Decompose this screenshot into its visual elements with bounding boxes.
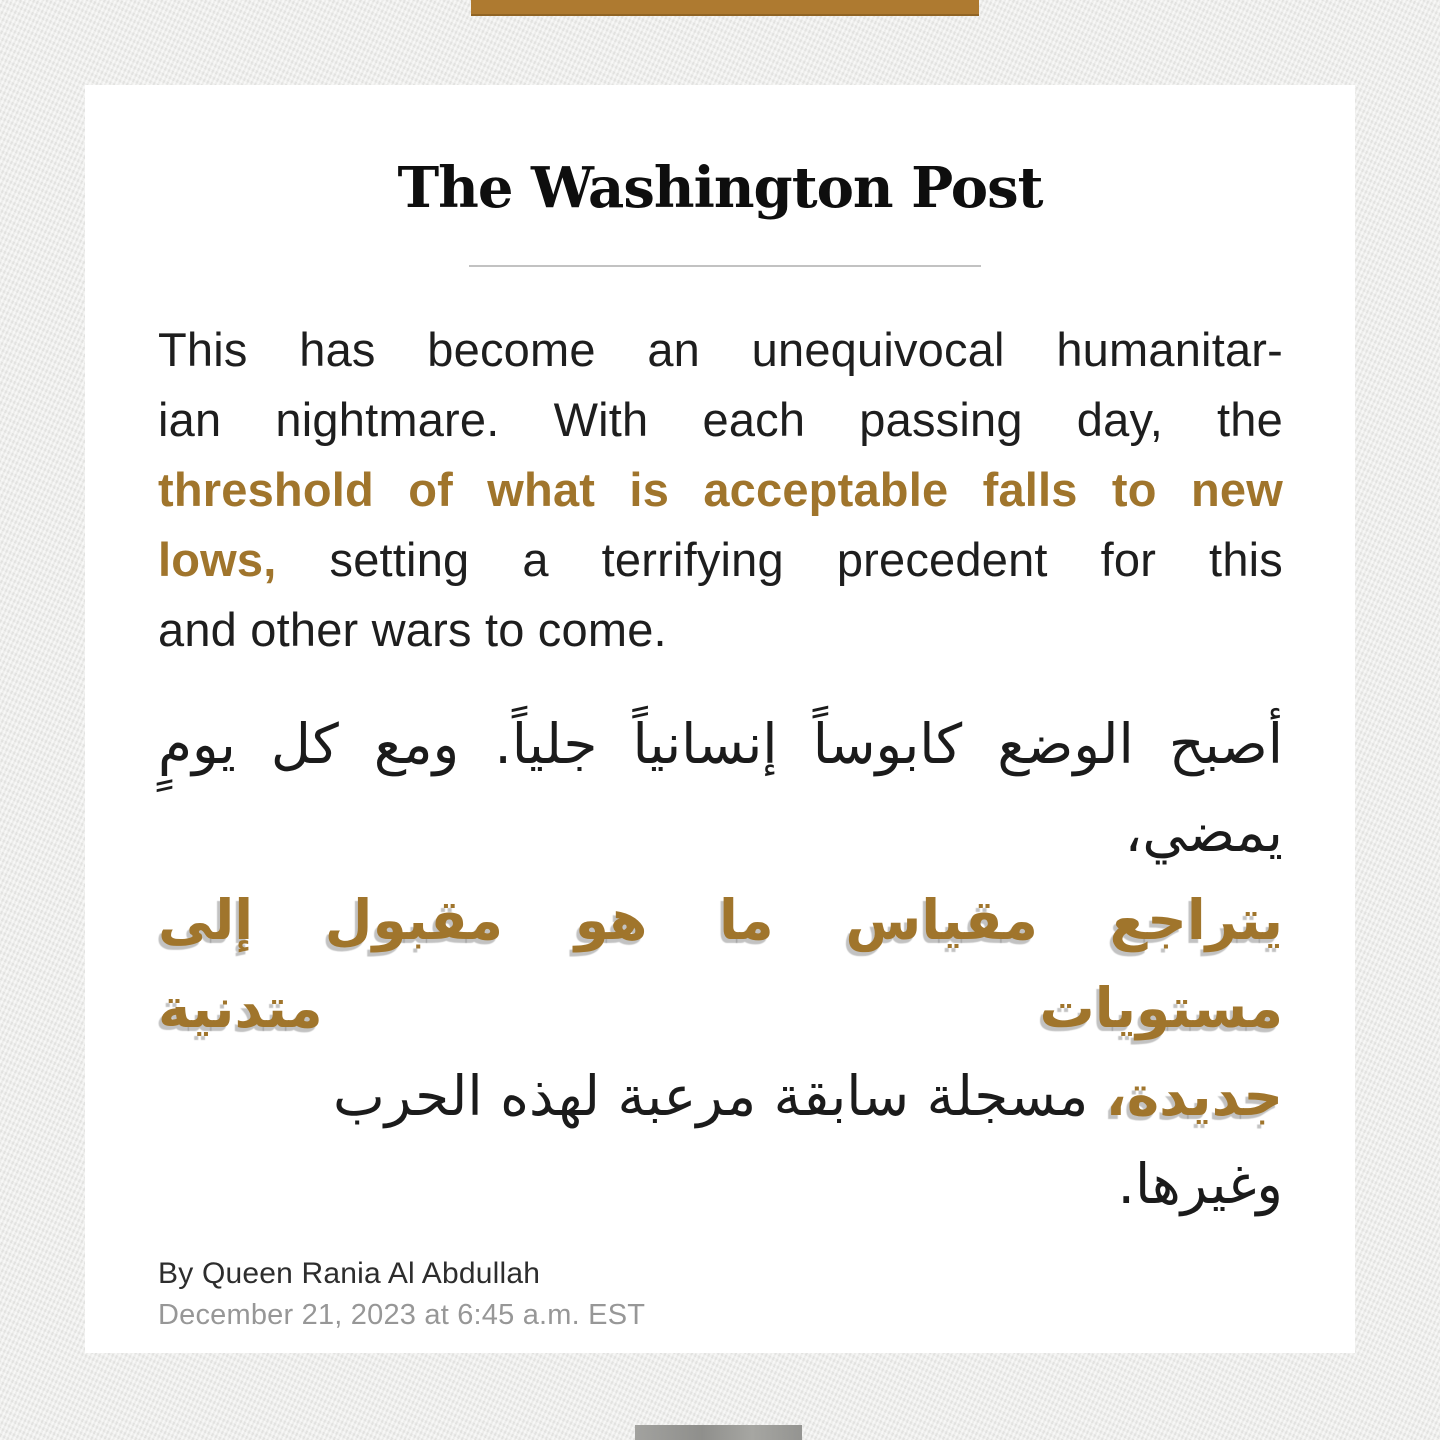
article-card xyxy=(85,85,1355,1353)
english-line-1-text: This has become an unequivocal humanitar- xyxy=(158,323,1283,376)
english-line-3-accent-text: threshold of what is acceptable falls to new xyxy=(158,463,1283,516)
english-line-5-text: and other wars to come. xyxy=(158,603,667,656)
washington-post-logo: The Washington Post xyxy=(397,155,1043,221)
arabic-line-2 xyxy=(158,876,1283,1052)
english-line-2-text: ian nightmare. With each passing day, the xyxy=(158,393,1283,446)
english-line-2 xyxy=(158,385,1283,455)
english-line-1 xyxy=(158,315,1283,385)
next-image-fragment xyxy=(635,1425,802,1440)
masthead-divider xyxy=(469,265,981,267)
arabic-line-1 xyxy=(158,700,1283,876)
arabic-line-3-accent-text: جديدة، xyxy=(1105,1064,1283,1128)
arabic-line-2-accent-text: يتراجع مقياس ما هو مقبول إلى مستويات متدنية xyxy=(158,888,1283,1040)
english-line-5 xyxy=(158,595,1283,665)
english-quote-paragraph xyxy=(158,315,1283,665)
publish-date: December 21, 2023 at 6:45 a.m. EST xyxy=(158,1299,646,1331)
arabic-line-3-text: مسجلة سابقة مرعبة لهذه الحرب وغيرها. xyxy=(333,1064,1283,1216)
top-accent-bar xyxy=(471,0,979,16)
english-line-4-text: setting a terrifying precedent for this xyxy=(276,533,1283,586)
arabic-line-1-text: أصبح الوضع كابوساً إنسانياً جلياً. ومع كل يومٍ يمضي، xyxy=(158,712,1283,864)
english-line-4-accent-text: lows, xyxy=(158,533,277,586)
arabic-quote-paragraph xyxy=(158,700,1283,1228)
author-byline: By Queen Rania Al Abdullah xyxy=(158,1257,541,1290)
english-line-3 xyxy=(158,455,1283,525)
english-line-4 xyxy=(158,525,1283,595)
arabic-line-3 xyxy=(158,1052,1283,1228)
